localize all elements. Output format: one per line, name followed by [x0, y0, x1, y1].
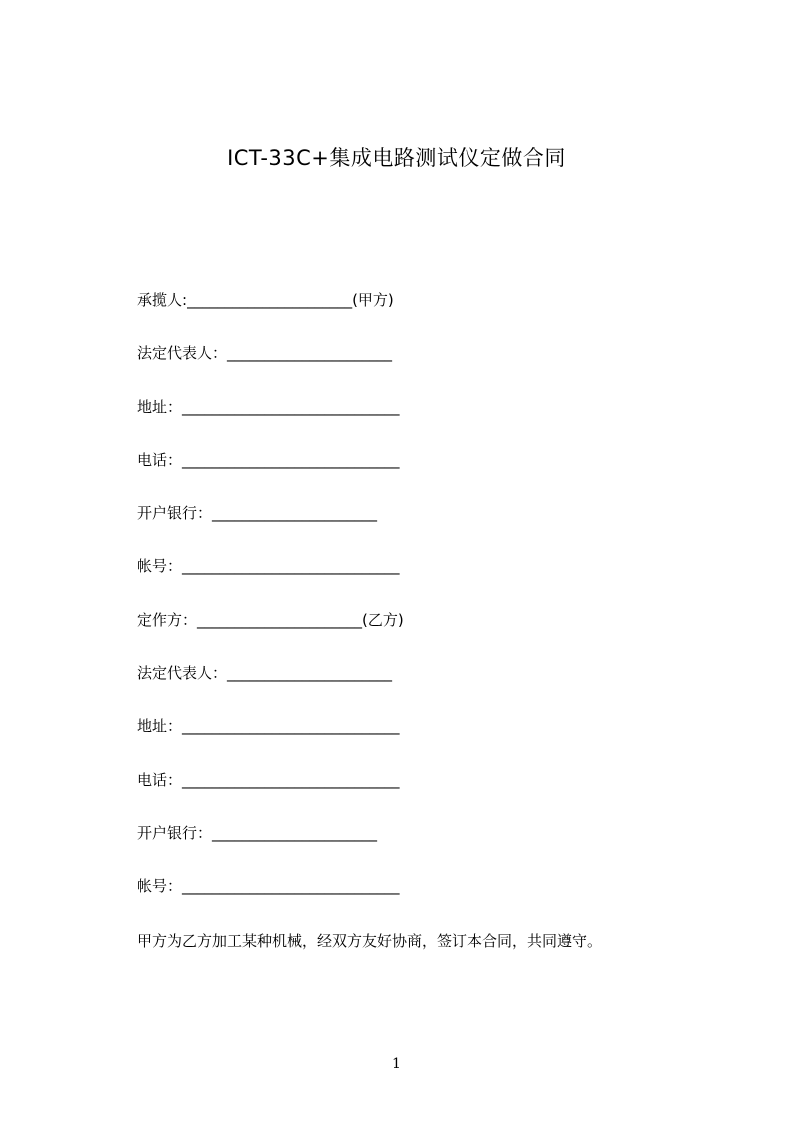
- contract-statement: 甲方为乙方加工某种机械，经双方友好协商，签订本合同，共同遵守。: [137, 932, 603, 950]
- party-a-contractor-blank: ______________________: [187, 291, 353, 309]
- party-b-phone-blank: _____________________________: [182, 770, 400, 789]
- party-b-legal-rep-blank: ______________________: [227, 664, 393, 683]
- party-a-contractor-label: 承揽人:: [137, 291, 188, 309]
- party-b-address-label: 地址：: [137, 717, 183, 736]
- party-a-phone-label: 电话：: [137, 450, 183, 469]
- party-a-phone-blank: _____________________________: [182, 450, 400, 469]
- party-b-account-label: 帐号：: [137, 877, 183, 896]
- party-b-address-field: [137, 716, 697, 769]
- party-b-legal-rep-label: 法定代表人：: [137, 664, 228, 683]
- party-a-address-field: [137, 397, 697, 450]
- party-a-bank-blank: ______________________: [212, 504, 378, 523]
- party-b-bank-field: [137, 823, 697, 876]
- party-b-orderer-field: [137, 610, 697, 663]
- party-a-legal-rep-field: [137, 343, 697, 396]
- contract-title: ICT-33C+集成电路测试仪定做合同: [227, 146, 566, 170]
- party-b-address-blank: _____________________________: [182, 717, 400, 736]
- party-b-account-field: [137, 876, 697, 929]
- page-number: 1: [392, 1056, 401, 1072]
- party-b-bank-blank: ______________________: [212, 823, 378, 842]
- party-fields: [137, 290, 697, 930]
- party-b-orderer-label: 定作方：: [137, 610, 198, 629]
- party-a-phone-field: [137, 450, 697, 503]
- party-b-bank-label: 开户银行：: [137, 823, 213, 842]
- party-b-legal-rep-field: [137, 663, 697, 716]
- party-a-bank-field: [137, 503, 697, 556]
- party-a-account-field: [137, 556, 697, 609]
- party-a-suffix: (甲方): [352, 291, 394, 309]
- party-a-contractor-field: [137, 290, 697, 343]
- party-b-account-blank: _____________________________: [182, 877, 400, 896]
- party-b-suffix: (乙方): [362, 610, 404, 629]
- party-b-orderer-blank: ______________________: [197, 610, 363, 629]
- party-a-address-blank: _____________________________: [182, 397, 400, 416]
- party-a-account-blank: _____________________________: [182, 557, 400, 576]
- party-a-address-label: 地址：: [137, 397, 183, 416]
- party-b-phone-field: [137, 770, 697, 823]
- party-b-phone-label: 电话：: [137, 770, 183, 789]
- party-a-legal-rep-label: 法定代表人：: [137, 344, 228, 363]
- party-a-legal-rep-blank: ______________________: [227, 344, 393, 363]
- party-a-account-label: 帐号：: [137, 557, 183, 576]
- party-a-bank-label: 开户银行：: [137, 504, 213, 523]
